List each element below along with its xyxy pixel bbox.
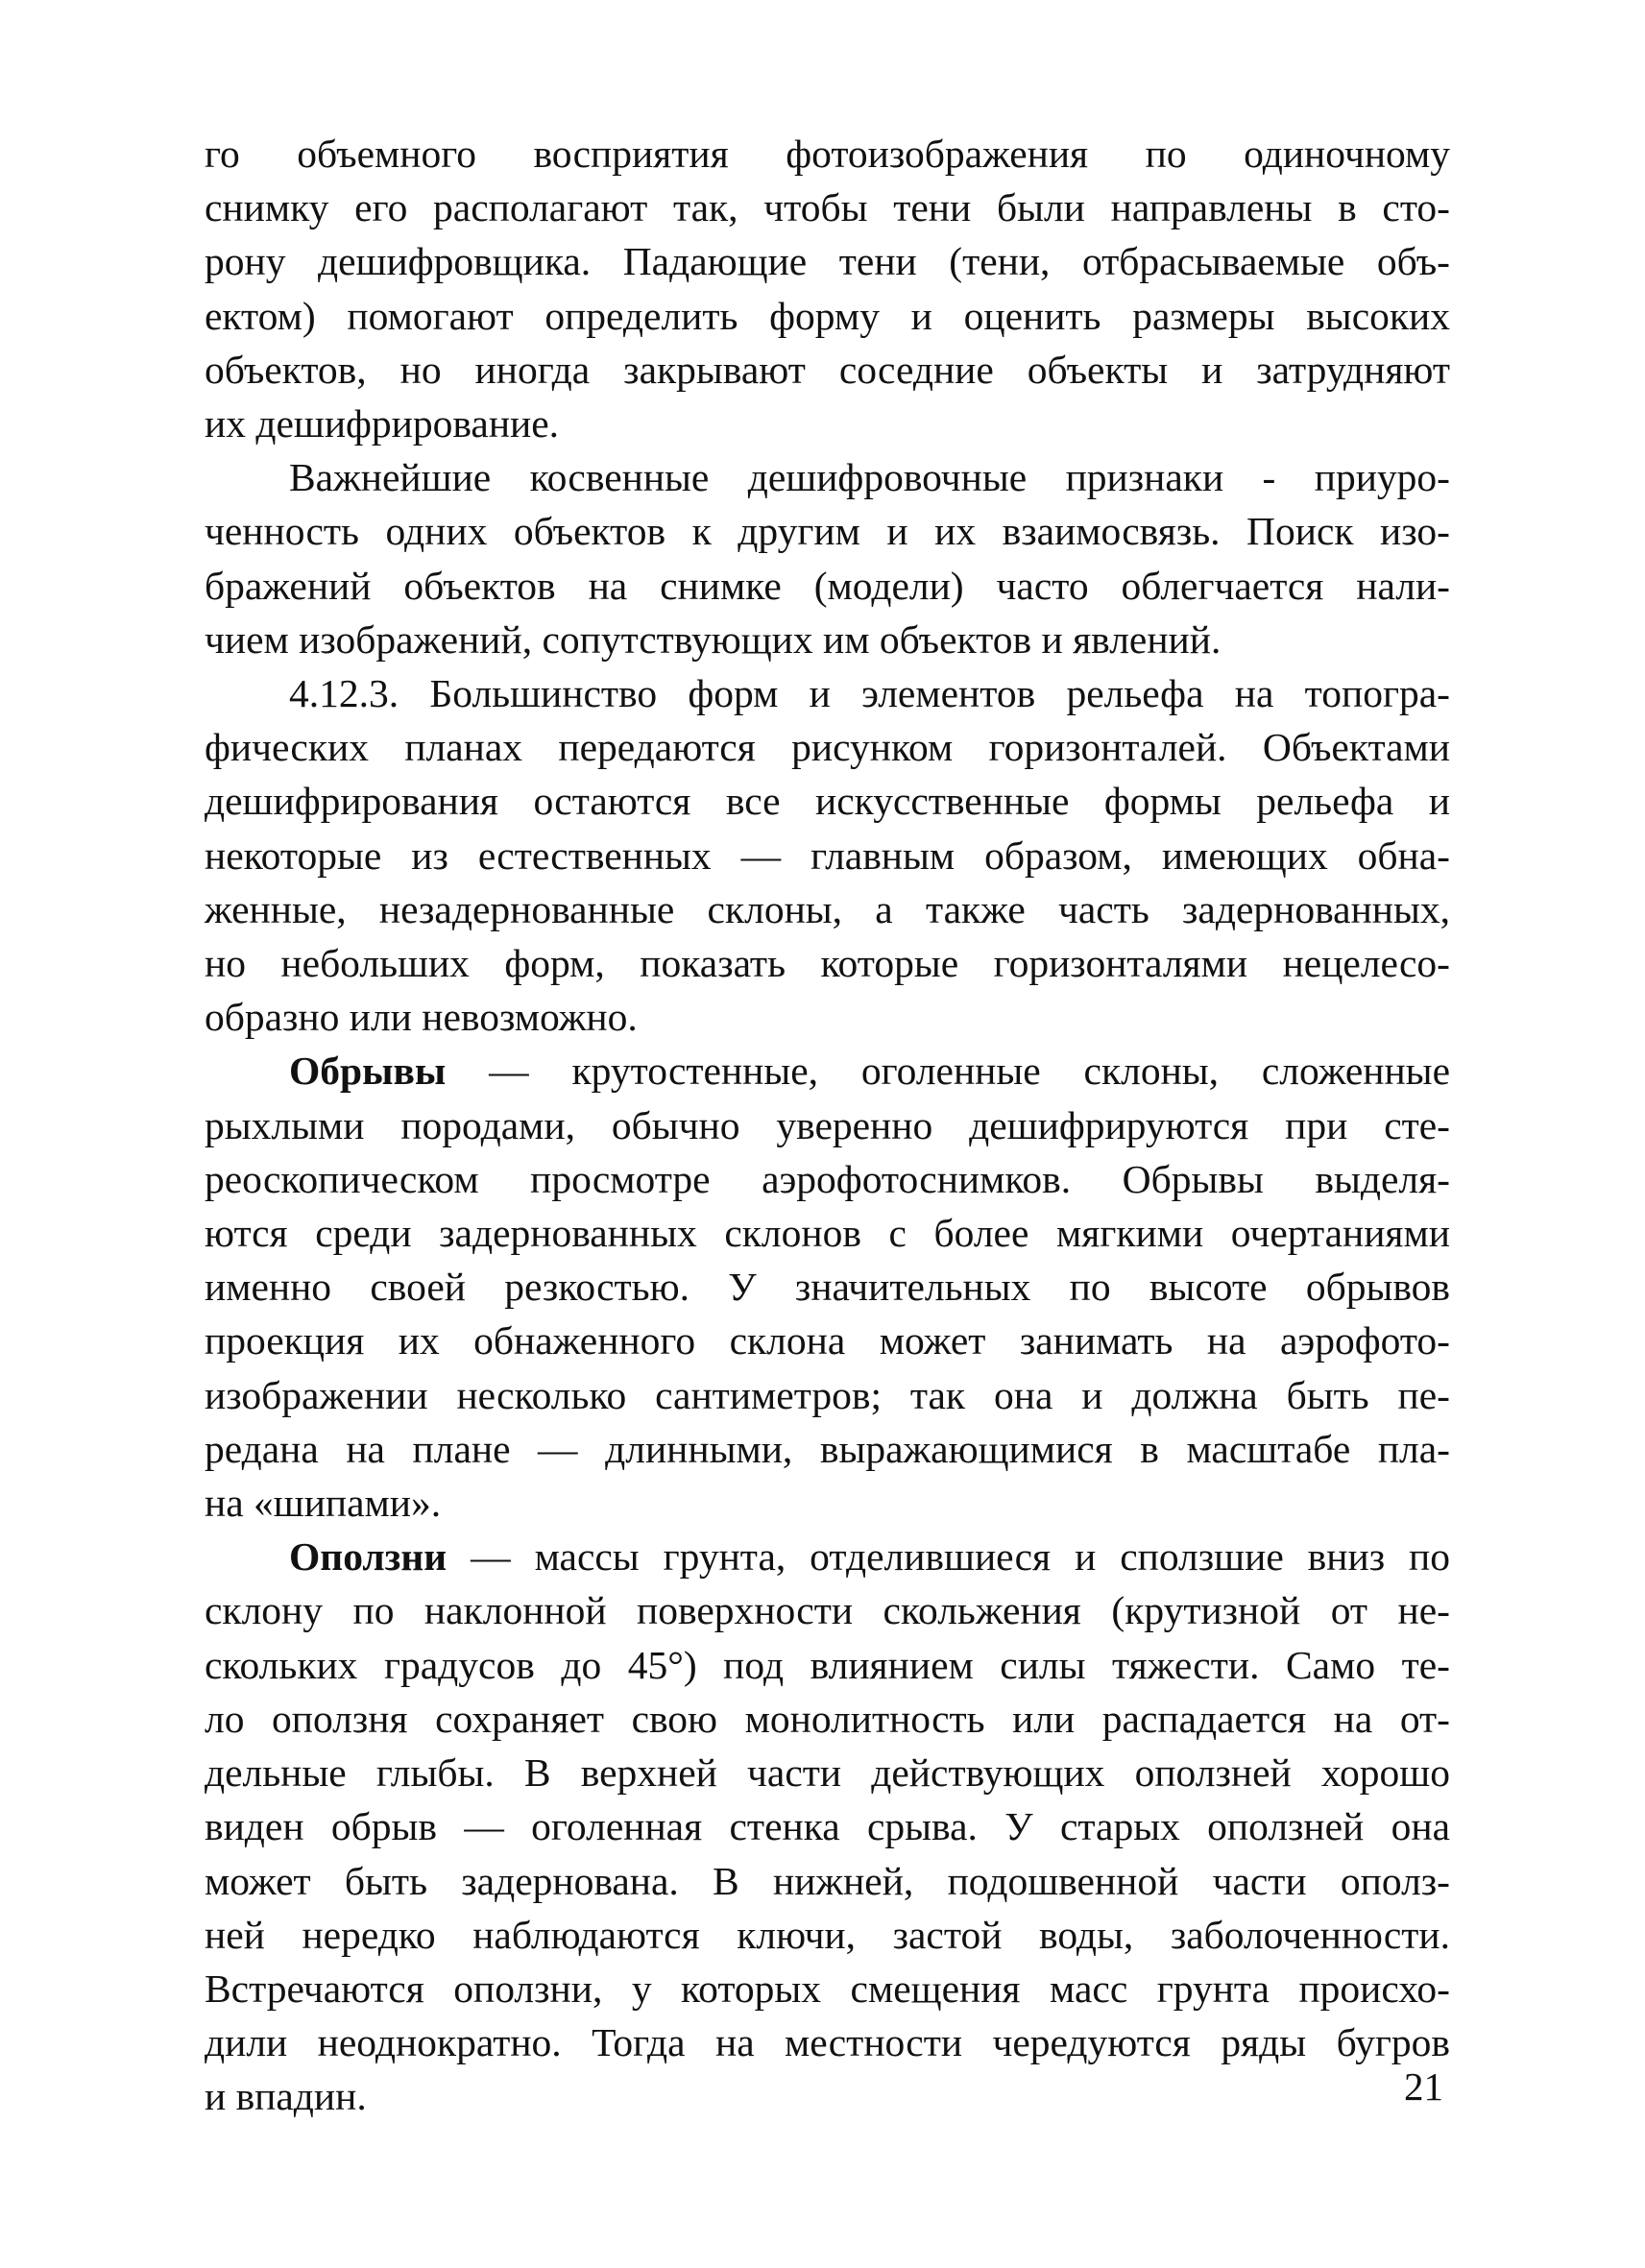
text-line: ней нередко наблюдаются ключи, застой воды, заболоченности. xyxy=(205,1912,1450,1957)
page-body xyxy=(205,127,1450,2124)
text-line: именно своей резкостью. У значительных по высоте обрывов xyxy=(205,1265,1450,1310)
text-line: некоторые из естественных — главным образом, имеющих обна- xyxy=(205,832,1450,878)
text-line: склону по наклонной поверхности скольжения (крутизной от не- xyxy=(205,1588,1450,1633)
text-line: изображении несколько сантиметров; так она и должна быть пе- xyxy=(205,1372,1450,1417)
text-line: ектом) помогают определить форму и оценить размеры высоких xyxy=(205,293,1450,338)
text-line: рыхлыми породами, обычно уверенно дешифрируются при сте- xyxy=(205,1102,1450,1147)
text-fragment: — массы грунта, отделившиеся и сползшие вниз по xyxy=(447,1534,1450,1580)
paragraph-cliffs xyxy=(205,1044,1450,1530)
text-line xyxy=(205,1044,1450,1098)
text-line: фических планах передаются рисунком горизонталей. Объектами xyxy=(205,725,1450,770)
text-line: го объемного восприятия фотоизображения по одиночному xyxy=(205,132,1450,176)
text-line: дешифрирования остаются все искусственные формы рельефа и xyxy=(205,779,1450,824)
text-line: но небольших форм, показать которые горизонталями нецелесо- xyxy=(205,941,1450,986)
text-line: реоскопическом просмотре аэрофотоснимков. Обрывы выделя- xyxy=(205,1156,1450,1201)
text-line: снимку его располагают так, чтобы тени были направлены в сто- xyxy=(205,185,1450,230)
text-line: ченность одних объектов к другим и их взаимосвязь. Поиск изо- xyxy=(205,509,1450,554)
page-number: 21 xyxy=(1404,2064,1443,2109)
text-line: образно или невозможно. xyxy=(205,995,638,1040)
text-line: редана на плане — длинными, выражающимися в масштабе пла- xyxy=(205,1426,1450,1471)
text-line: скольких градусов до 45°) под влиянием силы тяжести. Само те- xyxy=(205,1642,1450,1687)
text-line: может быть задернована. В нижней, подошвенной части ополз- xyxy=(205,1858,1450,1903)
text-line: рону дешифровщика. Падающие тени (тени, отбрасываемые объ- xyxy=(205,239,1450,284)
text-line: и впадин. xyxy=(205,2074,367,2119)
paragraph-landslides xyxy=(205,1530,1450,2123)
text-line: бражений объектов на снимке (модели) часто облегчается нали- xyxy=(205,563,1450,608)
paragraph-shadows xyxy=(205,127,1450,450)
text-line: дельные глыбы. В верхней части действующих оползней хорошо xyxy=(205,1750,1450,1796)
text-line: объектов, но иногда закрывают соседние объекты и затрудняют xyxy=(205,347,1450,392)
text-line: ются среди задернованных склонов с более мягкими очертаниями xyxy=(205,1211,1450,1256)
text-line: Встречаются оползни, у которых смещения масс грунта происхо- xyxy=(205,1966,1450,2011)
term-cliffs: Обрывы xyxy=(289,1049,447,1094)
text-line: их дешифрирование. xyxy=(205,401,560,446)
text-line: 4.12.3. Большинство форм и элементов рельефа на топогра- xyxy=(289,671,1450,716)
paragraph-indirect-signs xyxy=(205,450,1450,666)
text-line: проекция их обнаженного склона может занимать на аэрофото- xyxy=(205,1318,1450,1363)
text-line: ло оползня сохраняет свою монолитность или распадается на от- xyxy=(205,1696,1450,1741)
text-line: женные, незадернованные склоны, а также часть задернованных, xyxy=(205,886,1450,931)
term-landslides: Оползни xyxy=(289,1534,448,1580)
text-line: дили неоднократно. Тогда на местности чередуются ряды бугров xyxy=(205,2020,1450,2065)
text-line: Важнейшие косвенные дешифровочные признаки - приуро- xyxy=(289,455,1450,500)
text-line xyxy=(205,1530,1450,1583)
text-line: чием изображений, сопутствующих им объектов и явлений. xyxy=(205,616,1222,662)
text-line: виден обрыв — оголенная стенка срыва. У старых оползней она xyxy=(205,1804,1450,1849)
text-fragment: — крутостенные, оголенные склоны, сложенные xyxy=(446,1049,1450,1094)
text-line: на «шипами». xyxy=(205,1481,442,1526)
paragraph-section-4-12-3 xyxy=(205,666,1450,1044)
